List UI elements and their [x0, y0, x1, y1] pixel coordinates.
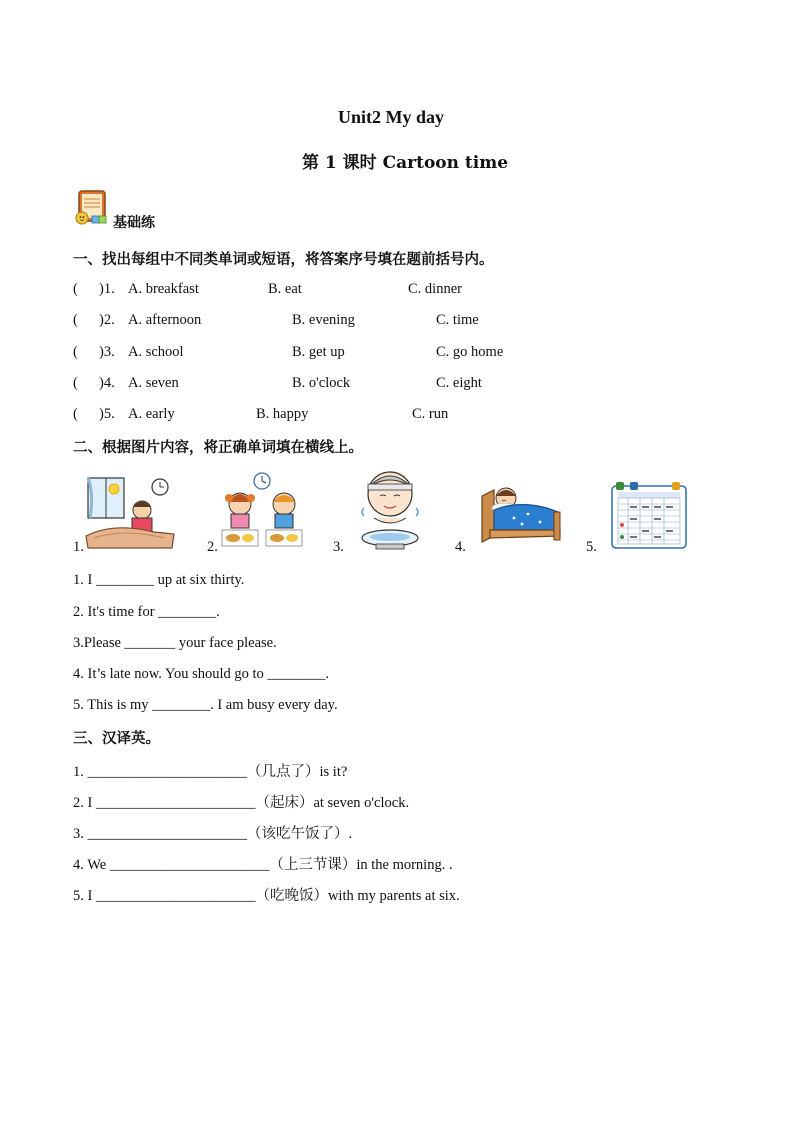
option-a: A. breakfast	[128, 281, 199, 297]
picture-label: 2.	[207, 539, 218, 555]
lunch-picture	[218, 472, 306, 552]
question-number: )1.	[99, 281, 115, 297]
translation-item: 3. ______________________（该吃午饭了）.	[73, 826, 353, 842]
fill-blank-sentence: 2. It's time for ________.	[73, 604, 220, 620]
badge-label: 基础练	[113, 215, 155, 231]
section2-heading: 二、根据图片内容，将正确单词填在横线上。	[73, 440, 363, 456]
option-c: C. run	[412, 406, 449, 422]
answer-paren[interactable]: (	[73, 375, 78, 391]
option-c: C. time	[436, 312, 479, 328]
answer-paren[interactable]: (	[73, 344, 78, 360]
page-title: Unit2 My day	[338, 107, 445, 127]
fill-blank-sentence: 3.Please _______ your face please.	[73, 635, 277, 651]
option-b: B. happy	[256, 406, 309, 422]
picture-label: 1.	[73, 539, 84, 555]
wash-face-picture	[352, 468, 428, 552]
answer-paren[interactable]: (	[73, 406, 78, 422]
option-a: A. early	[128, 406, 175, 422]
section1-heading: 一、找出每组中不同类单词或短语，将答案序号填在题前括号内。	[73, 252, 494, 268]
question-number: )5.	[99, 406, 115, 422]
option-c: C. eight	[436, 375, 482, 391]
option-a: A. afternoon	[128, 312, 202, 328]
sleeping-picture	[480, 478, 562, 544]
picture-label: 3.	[333, 539, 344, 555]
picture-label: 4.	[455, 539, 466, 555]
answer-paren[interactable]: (	[73, 312, 78, 328]
fill-blank-sentence: 4. It’s late now. You should go to ________.	[73, 666, 330, 682]
timetable-picture	[610, 480, 688, 550]
notebook-icon	[73, 188, 111, 228]
question-number: )2.	[99, 312, 115, 328]
option-b: B. eat	[268, 281, 302, 297]
option-b: B. get up	[292, 344, 345, 360]
fill-blank-sentence: 1. I ________ up at six thirty.	[73, 572, 245, 588]
translation-item: 2. I ______________________（起床）at seven o'clock.	[73, 795, 410, 811]
wake-up-picture	[84, 474, 178, 552]
translation-item: 4. We ______________________（上三节课）in the morning. .	[73, 857, 453, 873]
question-number: )3.	[99, 344, 115, 360]
option-b: B. evening	[292, 312, 355, 328]
page-subtitle: 第 1 课时 Cartoon time	[302, 153, 509, 173]
picture-label: 5.	[586, 539, 597, 555]
option-a: A. school	[128, 344, 184, 360]
option-b: B. o'clock	[292, 375, 351, 391]
fill-blank-sentence: 5. This is my ________. I am busy every day.	[73, 697, 338, 713]
translation-item: 1. ______________________（几点了）is it?	[73, 764, 348, 780]
option-c: C. go home	[436, 344, 504, 360]
question-number: )4.	[99, 375, 115, 391]
translation-item: 5. I ______________________（吃晚饭）with my parents at six.	[73, 888, 460, 904]
section3-heading: 三、汉译英。	[73, 731, 160, 747]
option-a: A. seven	[128, 375, 179, 391]
answer-paren[interactable]: (	[73, 281, 78, 297]
option-c: C. dinner	[408, 281, 462, 297]
